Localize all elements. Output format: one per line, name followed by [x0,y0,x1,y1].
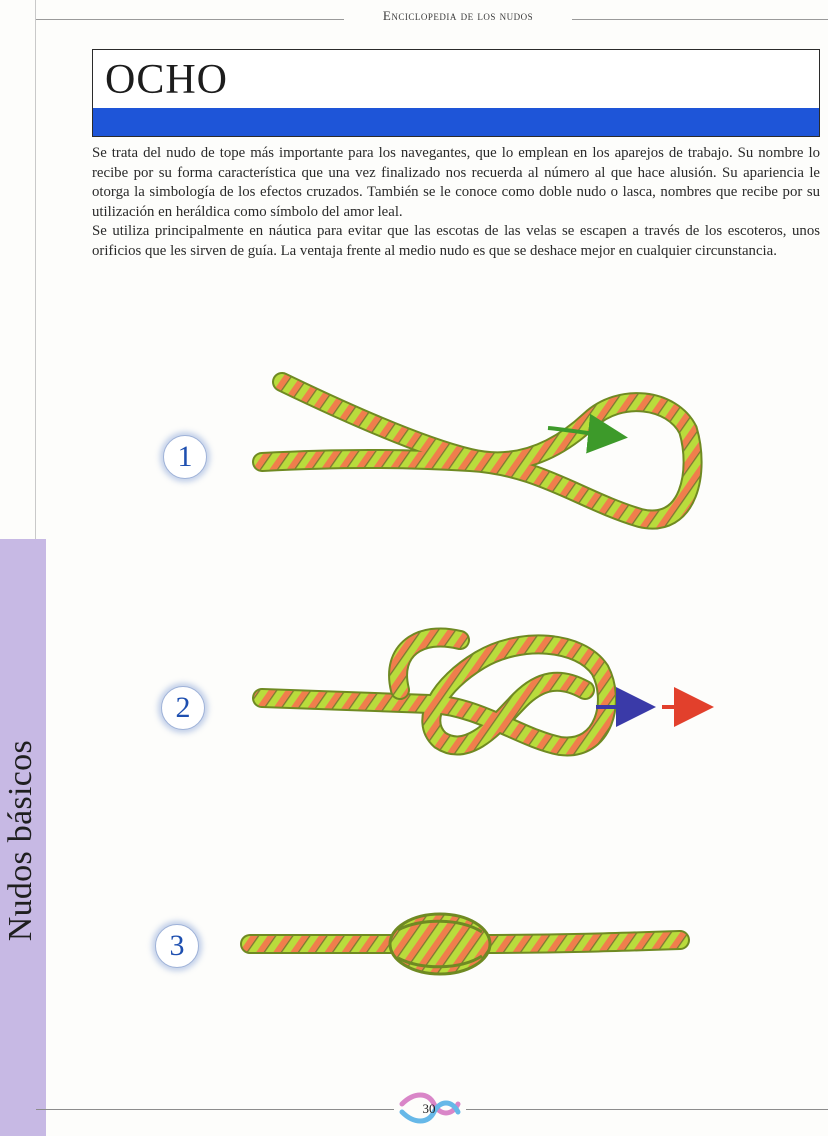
body-paragraph-1: Se trata del nudo de tope más importante para los navegantes, que lo emplean en los aparejos de trabajo. Su nombre lo recibe por su forma característica que una vez finalizado nos recuerda al número al que hace alusión. Su apariencia le otorga la simbología de los efectos cruzados. También se le conoce como doble nudo o lasca, nombres que recibe por su utilización en heráldica como símbolo del amor leal. [92,145,820,220]
footer-rule-left [36,1109,394,1110]
section-side-tab [0,539,46,1136]
page-number: 30 [422,1101,436,1116]
knot-step-3-rope [250,914,680,974]
page-title: OCHO [105,57,229,103]
knot-step-2-rope [262,637,607,746]
step-1-badge: 1 [163,435,207,479]
knot-step-1-rope [262,382,693,520]
body-paragraph-2: Se utiliza principalmente en náutica para evitar que las escotas de las velas se escapen a través de los escoteros, unos orificios que les sirven de guía. La ventaja frente al medio nudo es que se deshace mejor en cualquier circunstancia. [92,223,820,259]
running-head: Enciclopedia de los nudos [382,8,534,23]
step-2-badge: 2 [161,686,205,730]
step-3-badge: 3 [155,924,199,968]
section-side-tab-label: Nudos básicos [2,739,39,941]
footer-rule-right [466,1109,828,1110]
